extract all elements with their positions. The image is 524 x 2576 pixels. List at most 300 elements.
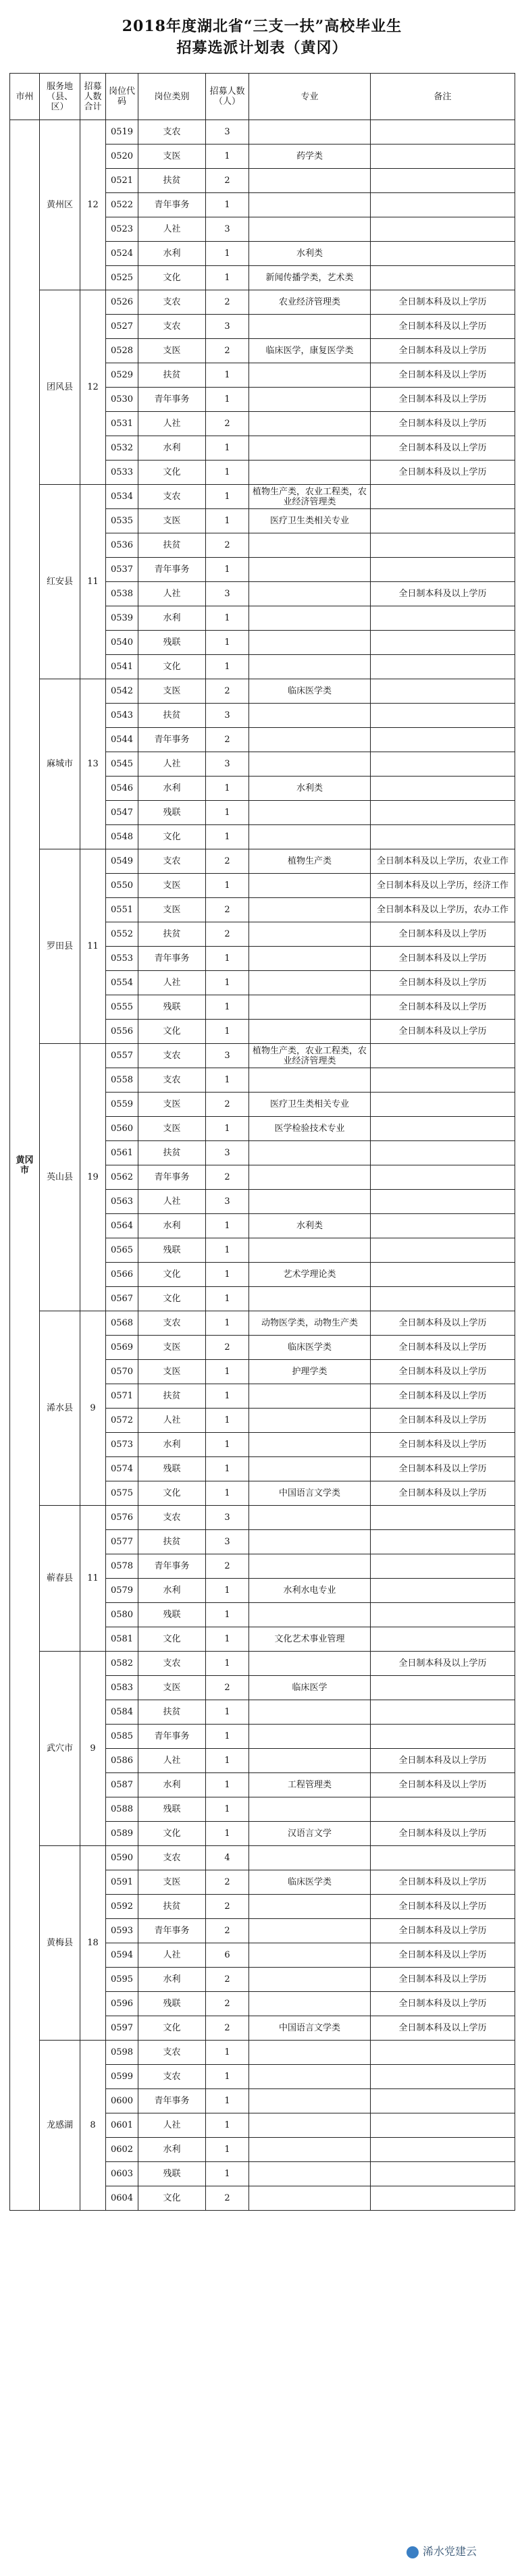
count-cell: 1: [206, 1214, 249, 1238]
major-cell: 临床医学，康复医学类: [249, 339, 371, 363]
note-cell: [371, 606, 515, 631]
count-cell: 2: [206, 1992, 249, 2016]
note-cell: 全日制本科及以上学历: [371, 947, 515, 971]
count-cell: 1: [206, 947, 249, 971]
category-cell: 文化: [138, 1822, 206, 1846]
category-cell: 青年事务: [138, 1725, 206, 1749]
count-cell: 3: [206, 315, 249, 339]
category-cell: 残联: [138, 995, 206, 1020]
category-cell: 支农: [138, 120, 206, 144]
count-cell: 1: [206, 1238, 249, 1263]
code-cell: 0524: [106, 242, 138, 266]
total-cell: 9: [80, 1652, 106, 1846]
code-cell: 0599: [106, 2065, 138, 2089]
major-cell: [249, 2138, 371, 2162]
code-cell: 0547: [106, 801, 138, 825]
code-cell: 0526: [106, 290, 138, 315]
code-cell: 0536: [106, 533, 138, 558]
note-cell: 全日制本科及以上学历: [371, 1481, 515, 1506]
table-row: [10, 1506, 515, 1530]
count-cell: 2: [206, 728, 249, 752]
code-cell: 0523: [106, 217, 138, 242]
table-row: [10, 2041, 515, 2065]
count-cell: 2: [206, 898, 249, 922]
category-cell: 人社: [138, 412, 206, 436]
table-header-row: [10, 74, 515, 120]
code-cell: 0575: [106, 1481, 138, 1506]
note-cell: [371, 1846, 515, 1870]
major-cell: [249, 1797, 371, 1822]
major-cell: 植物生产类: [249, 849, 371, 874]
county-cell: 麻城市: [40, 679, 80, 849]
category-cell: 青年事务: [138, 1554, 206, 1579]
major-cell: 植物生产类，农业工程类，农业经济管理类: [249, 485, 371, 509]
code-cell: 0546: [106, 777, 138, 801]
major-cell: [249, 1554, 371, 1579]
major-cell: [249, 1992, 371, 2016]
total-cell: 12: [80, 120, 106, 290]
count-cell: 2: [206, 1895, 249, 1919]
count-cell: 1: [206, 1287, 249, 1311]
code-cell: 0535: [106, 509, 138, 533]
count-cell: 2: [206, 533, 249, 558]
table-row: [10, 1652, 515, 1676]
count-cell: 1: [206, 509, 249, 533]
count-cell: 1: [206, 1384, 249, 1409]
count-cell: 1: [206, 1603, 249, 1627]
header-count: 招募人数（人）: [206, 74, 249, 120]
code-cell: 0577: [106, 1530, 138, 1554]
code-cell: 0521: [106, 169, 138, 193]
note-cell: [371, 1165, 515, 1190]
code-cell: 0543: [106, 704, 138, 728]
major-cell: 中国语言文学类: [249, 2016, 371, 2041]
code-cell: 0554: [106, 971, 138, 995]
count-cell: 2: [206, 2016, 249, 2041]
category-cell: 支医: [138, 1870, 206, 1895]
count-cell: 1: [206, 1481, 249, 1506]
count-cell: 1: [206, 777, 249, 801]
note-cell: 全日制本科及以上学历: [371, 1384, 515, 1409]
code-cell: 0559: [106, 1093, 138, 1117]
note-cell: 全日制本科及以上学历: [371, 461, 515, 485]
major-cell: [249, 1287, 371, 1311]
major-cell: 医疗卫生类相关专业: [249, 1093, 371, 1117]
code-cell: 0585: [106, 1725, 138, 1749]
count-cell: 1: [206, 2113, 249, 2138]
note-cell: 全日制本科及以上学历: [371, 1870, 515, 1895]
total-cell: 11: [80, 849, 106, 1044]
major-cell: 汉语言文学: [249, 1822, 371, 1846]
code-cell: 0583: [106, 1676, 138, 1700]
major-cell: [249, 1384, 371, 1409]
count-cell: 1: [206, 1020, 249, 1044]
city-cell: 黄冈市: [10, 120, 40, 2211]
table-row: [10, 679, 515, 704]
count-cell: 3: [206, 1506, 249, 1530]
major-cell: 护理学类: [249, 1360, 371, 1384]
watermark-text: 浠水党建云: [422, 2545, 477, 2558]
count-cell: 2: [206, 1968, 249, 1992]
note-cell: [371, 193, 515, 217]
major-cell: 水利水电专业: [249, 1579, 371, 1603]
note-cell: 全日制本科及以上学历: [371, 922, 515, 947]
note-cell: 全日制本科及以上学历: [371, 1822, 515, 1846]
code-cell: 0592: [106, 1895, 138, 1919]
category-cell: 残联: [138, 801, 206, 825]
count-cell: 1: [206, 363, 249, 388]
note-cell: [371, 1093, 515, 1117]
category-cell: 残联: [138, 1992, 206, 2016]
category-cell: 人社: [138, 752, 206, 777]
note-cell: [371, 1141, 515, 1165]
major-cell: 动物医学类，动物生产类: [249, 1311, 371, 1336]
note-cell: [371, 1627, 515, 1652]
category-cell: 文化: [138, 1263, 206, 1287]
major-cell: [249, 898, 371, 922]
category-cell: 支农: [138, 315, 206, 339]
code-cell: 0519: [106, 120, 138, 144]
category-cell: 支医: [138, 679, 206, 704]
count-cell: 1: [206, 1749, 249, 1773]
category-cell: 支医: [138, 1360, 206, 1384]
count-cell: 1: [206, 995, 249, 1020]
count-cell: 1: [206, 971, 249, 995]
count-cell: 2: [206, 290, 249, 315]
major-cell: [249, 801, 371, 825]
category-cell: 文化: [138, 2016, 206, 2041]
note-cell: 全日制本科及以上学历: [371, 436, 515, 461]
count-cell: 1: [206, 1579, 249, 1603]
code-cell: 0532: [106, 436, 138, 461]
note-cell: [371, 1554, 515, 1579]
note-cell: [371, 2138, 515, 2162]
major-cell: 医疗卫生类相关专业: [249, 509, 371, 533]
total-cell: 11: [80, 1506, 106, 1652]
major-cell: [249, 728, 371, 752]
code-cell: 0528: [106, 339, 138, 363]
note-cell: [371, 509, 515, 533]
code-cell: 0564: [106, 1214, 138, 1238]
total-cell: 19: [80, 1044, 106, 1311]
major-cell: [249, 1749, 371, 1773]
table-row: [10, 1044, 515, 1068]
code-cell: 0600: [106, 2089, 138, 2113]
note-cell: [371, 2089, 515, 2113]
category-cell: 支农: [138, 485, 206, 509]
count-cell: 2: [206, 169, 249, 193]
note-cell: [371, 655, 515, 679]
category-cell: 人社: [138, 582, 206, 606]
code-cell: 0587: [106, 1773, 138, 1797]
count-cell: 1: [206, 266, 249, 290]
major-cell: [249, 655, 371, 679]
county-cell: 蕲春县: [40, 1506, 80, 1652]
count-cell: 3: [206, 120, 249, 144]
code-cell: 0550: [106, 874, 138, 898]
category-cell: 残联: [138, 1797, 206, 1822]
code-cell: 0571: [106, 1384, 138, 1409]
table-row: [10, 120, 515, 144]
note-cell: [371, 1725, 515, 1749]
note-cell: [371, 1797, 515, 1822]
code-cell: 0525: [106, 266, 138, 290]
note-cell: [371, 144, 515, 169]
category-cell: 水利: [138, 1968, 206, 1992]
header-note: 备注: [371, 74, 515, 120]
code-cell: 0538: [106, 582, 138, 606]
category-cell: 残联: [138, 631, 206, 655]
count-cell: 3: [206, 1141, 249, 1165]
code-cell: 0557: [106, 1044, 138, 1068]
code-cell: 0568: [106, 1311, 138, 1336]
category-cell: 支医: [138, 1676, 206, 1700]
code-cell: 0590: [106, 1846, 138, 1870]
major-cell: 中国语言文学类: [249, 1481, 371, 1506]
table-row: [10, 485, 515, 509]
count-cell: 6: [206, 1943, 249, 1968]
category-cell: 文化: [138, 266, 206, 290]
code-cell: 0567: [106, 1287, 138, 1311]
total-cell: 8: [80, 2041, 106, 2211]
code-cell: 0531: [106, 412, 138, 436]
major-cell: [249, 217, 371, 242]
category-cell: 人社: [138, 1749, 206, 1773]
note-cell: [371, 1506, 515, 1530]
major-cell: [249, 582, 371, 606]
major-cell: [249, 558, 371, 582]
category-cell: 水利: [138, 1214, 206, 1238]
note-cell: 全日制本科及以上学历: [371, 995, 515, 1020]
note-cell: 全日制本科及以上学历: [371, 1409, 515, 1433]
count-cell: 2: [206, 922, 249, 947]
note-cell: [371, 704, 515, 728]
code-cell: 0539: [106, 606, 138, 631]
code-cell: 0602: [106, 2138, 138, 2162]
recruitment-table: [9, 73, 515, 2211]
note-cell: 全日制本科及以上学历，经济工作: [371, 874, 515, 898]
wechat-logo-icon: [407, 2546, 419, 2558]
count-cell: 1: [206, 1822, 249, 1846]
note-cell: 全日制本科及以上学历: [371, 1336, 515, 1360]
major-cell: [249, 461, 371, 485]
count-cell: 1: [206, 1627, 249, 1652]
major-cell: [249, 1895, 371, 1919]
major-cell: 新闻传播学类，艺术类: [249, 266, 371, 290]
note-cell: 全日制本科及以上学历: [371, 315, 515, 339]
header-code: 岗位代码: [106, 74, 138, 120]
code-cell: 0574: [106, 1457, 138, 1481]
category-cell: 青年事务: [138, 1165, 206, 1190]
category-cell: 支农: [138, 2065, 206, 2089]
note-cell: [371, 2186, 515, 2211]
count-cell: 2: [206, 679, 249, 704]
count-cell: 2: [206, 1336, 249, 1360]
code-cell: 0603: [106, 2162, 138, 2186]
category-cell: 支农: [138, 1652, 206, 1676]
category-cell: 水利: [138, 777, 206, 801]
note-cell: [371, 728, 515, 752]
category-cell: 文化: [138, 655, 206, 679]
table-row: [10, 1846, 515, 1870]
category-cell: 人社: [138, 1409, 206, 1433]
code-cell: 0565: [106, 1238, 138, 1263]
category-cell: 人社: [138, 2113, 206, 2138]
code-cell: 0549: [106, 849, 138, 874]
count-cell: 2: [206, 1165, 249, 1190]
major-cell: [249, 1190, 371, 1214]
category-cell: 青年事务: [138, 2089, 206, 2113]
note-cell: [371, 1603, 515, 1627]
count-cell: 1: [206, 1773, 249, 1797]
count-cell: 1: [206, 1433, 249, 1457]
count-cell: 1: [206, 655, 249, 679]
category-cell: 水利: [138, 1579, 206, 1603]
note-cell: [371, 120, 515, 144]
code-cell: 0593: [106, 1919, 138, 1943]
category-cell: 支农: [138, 1068, 206, 1093]
category-cell: 文化: [138, 1627, 206, 1652]
category-cell: 支医: [138, 1336, 206, 1360]
category-cell: 青年事务: [138, 193, 206, 217]
major-cell: [249, 388, 371, 412]
count-cell: 1: [206, 388, 249, 412]
code-cell: 0540: [106, 631, 138, 655]
count-cell: 1: [206, 1457, 249, 1481]
major-cell: [249, 995, 371, 1020]
count-cell: 1: [206, 242, 249, 266]
note-cell: 全日制本科及以上学历: [371, 1968, 515, 1992]
code-cell: 0591: [106, 1870, 138, 1895]
category-cell: 支医: [138, 339, 206, 363]
count-cell: 2: [206, 1676, 249, 1700]
table-row: [10, 849, 515, 874]
code-cell: 0544: [106, 728, 138, 752]
count-cell: 1: [206, 1068, 249, 1093]
count-cell: 3: [206, 1530, 249, 1554]
code-cell: 0530: [106, 388, 138, 412]
category-cell: 支农: [138, 1311, 206, 1336]
count-cell: 2: [206, 339, 249, 363]
note-cell: [371, 1214, 515, 1238]
category-cell: 人社: [138, 971, 206, 995]
code-cell: 0586: [106, 1749, 138, 1773]
note-cell: [371, 1700, 515, 1725]
category-cell: 支医: [138, 874, 206, 898]
note-cell: [371, 485, 515, 509]
count-cell: 1: [206, 606, 249, 631]
note-cell: 全日制本科及以上学历: [371, 339, 515, 363]
count-cell: 3: [206, 582, 249, 606]
count-cell: 2: [206, 1919, 249, 1943]
county-cell: 浠水县: [40, 1311, 80, 1506]
major-cell: [249, 436, 371, 461]
major-cell: 文化艺术事业管理: [249, 1627, 371, 1652]
major-cell: 药学类: [249, 144, 371, 169]
category-cell: 人社: [138, 1190, 206, 1214]
code-cell: 0582: [106, 1652, 138, 1676]
category-cell: 青年事务: [138, 1919, 206, 1943]
county-cell: 罗田县: [40, 849, 80, 1044]
county-cell: 黄州区: [40, 120, 80, 290]
count-cell: 2: [206, 1870, 249, 1895]
note-cell: [371, 825, 515, 849]
major-cell: [249, 1020, 371, 1044]
major-cell: [249, 363, 371, 388]
count-cell: 1: [206, 461, 249, 485]
county-cell: 红安县: [40, 485, 80, 679]
category-cell: 文化: [138, 1481, 206, 1506]
count-cell: 1: [206, 2065, 249, 2089]
county-cell: 龙感湖: [40, 2041, 80, 2211]
count-cell: 1: [206, 1409, 249, 1433]
major-cell: [249, 193, 371, 217]
category-cell: 支农: [138, 290, 206, 315]
count-cell: 1: [206, 874, 249, 898]
category-cell: 水利: [138, 606, 206, 631]
note-cell: [371, 1238, 515, 1263]
code-cell: 0595: [106, 1968, 138, 1992]
count-cell: 1: [206, 1117, 249, 1141]
count-cell: 1: [206, 1652, 249, 1676]
count-cell: 1: [206, 2162, 249, 2186]
major-cell: 水利类: [249, 242, 371, 266]
major-cell: 临床医学类: [249, 1336, 371, 1360]
category-cell: 支农: [138, 1506, 206, 1530]
count-cell: 1: [206, 1700, 249, 1725]
note-cell: 全日制本科及以上学历: [371, 290, 515, 315]
category-cell: 扶贫: [138, 704, 206, 728]
major-cell: [249, 1919, 371, 1943]
category-cell: 支医: [138, 509, 206, 533]
category-cell: 扶贫: [138, 1384, 206, 1409]
major-cell: [249, 971, 371, 995]
total-cell: 13: [80, 679, 106, 849]
note-cell: [371, 1044, 515, 1068]
count-cell: 1: [206, 2138, 249, 2162]
major-cell: [249, 874, 371, 898]
major-cell: 农业经济管理类: [249, 290, 371, 315]
code-cell: 0588: [106, 1797, 138, 1822]
county-cell: 黄梅县: [40, 1846, 80, 2041]
note-cell: [371, 217, 515, 242]
count-cell: 1: [206, 193, 249, 217]
code-cell: 0563: [106, 1190, 138, 1214]
code-cell: 0597: [106, 2016, 138, 2041]
major-cell: 临床医学类: [249, 1870, 371, 1895]
category-cell: 残联: [138, 2162, 206, 2186]
category-cell: 扶贫: [138, 363, 206, 388]
note-cell: [371, 169, 515, 193]
category-cell: 青年事务: [138, 947, 206, 971]
count-cell: 1: [206, 1725, 249, 1749]
category-cell: 支农: [138, 849, 206, 874]
major-cell: [249, 2113, 371, 2138]
major-cell: [249, 1725, 371, 1749]
note-cell: [371, 1530, 515, 1554]
major-cell: 工程管理类: [249, 1773, 371, 1797]
note-cell: [371, 1068, 515, 1093]
note-cell: [371, 752, 515, 777]
major-cell: 临床医学: [249, 1676, 371, 1700]
note-cell: [371, 1579, 515, 1603]
major-cell: [249, 2089, 371, 2113]
note-cell: 全日制本科及以上学历: [371, 1943, 515, 1968]
total-cell: 12: [80, 290, 106, 485]
code-cell: 0541: [106, 655, 138, 679]
code-cell: 0578: [106, 1554, 138, 1579]
note-cell: [371, 1117, 515, 1141]
